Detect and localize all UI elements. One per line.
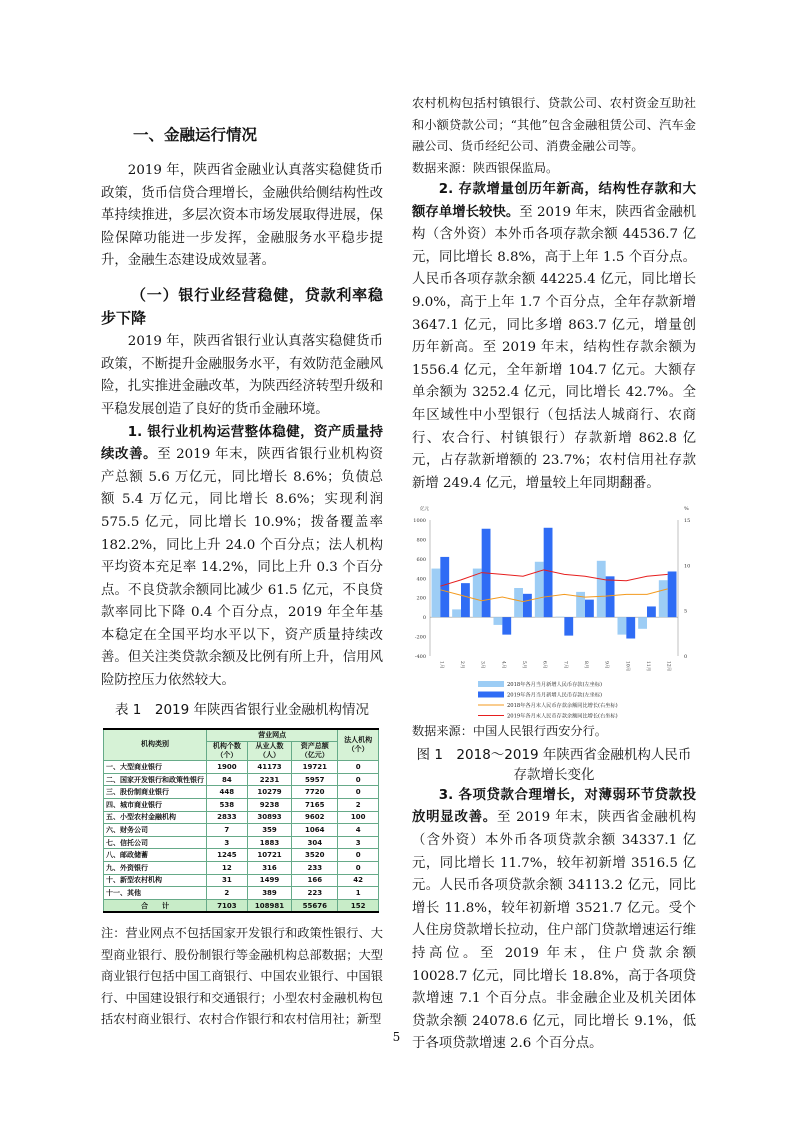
bar-2018 <box>597 561 606 617</box>
table-row <box>104 887 379 900</box>
bar-2019 <box>564 617 573 635</box>
point3-heading: 3. 各项贷款合理增长，对薄弱环节贷款投放明显改善。 <box>412 787 696 826</box>
cell-legal: 152 <box>338 899 379 912</box>
bar-2018 <box>659 581 668 618</box>
header-staff: 从业人数（人） <box>247 742 292 761</box>
bar-2019 <box>502 617 511 634</box>
x-tick-label: 8月 <box>583 661 588 669</box>
cell-assets: 3520 <box>292 849 338 862</box>
bar-2019 <box>523 594 532 617</box>
cell-category: 六、财务公司 <box>104 824 207 837</box>
cell-count: 7 <box>207 824 248 837</box>
right-tick-label: 5 <box>684 608 688 615</box>
legend-label: 2019年各月末人民币存款余额同比增长(右坐标) <box>507 713 618 720</box>
cell-staff: 316 <box>247 862 292 875</box>
cell-category: 十、新型农村机构 <box>104 874 207 887</box>
table-note: 注：营业网点不包括国家开发银行和政策性银行、大型商业银行、股份制银行等金融机构总部数据；大型商业银行包括中国工商银行、中国农业银行、中国银行、中国建设银行和交通银行；小型农村金融机构包括农村商业银行、农村合作银行和农村信用社；新型 <box>101 926 383 1027</box>
cell-legal: 0 <box>338 849 379 862</box>
right-unit-label: % <box>684 506 689 513</box>
cell-assets: 5957 <box>292 773 338 786</box>
subsection-paragraph: 2019 年，陕西省银行业认真落实稳健货币政策，不断提升金融服务水平，有效防范金融风险，扎实推进金融改革，为陕西经济转型升级和平稳发展创造了良好的货币金融环境。 <box>101 334 383 417</box>
table-row <box>104 862 379 875</box>
cell-count: 1900 <box>207 761 248 774</box>
cell-category: 三、股份制商业银行 <box>104 786 207 799</box>
point1-heading: 1. 银行业机构运营整体稳健，资产质量持续改善。 <box>101 424 383 463</box>
intro-paragraph: 2019 年，陕西省金融业认真落实稳健货币政策，货币信贷合理增长，金融供给侧结构性改革持续推进，多层次资本市场发展取得进展，保险保障功能进一步发挥，金融服务水平稳步提升，金融生态建设成效显著。 <box>101 163 383 269</box>
legend-swatch <box>478 681 504 687</box>
left-tick-label: 800 <box>416 537 426 544</box>
x-tick-label: 1月 <box>438 661 444 669</box>
cell-legal: 0 <box>338 761 379 774</box>
x-tick-label: 12月 <box>665 661 671 672</box>
cell-staff: 389 <box>247 887 292 900</box>
cell-staff: 41173 <box>247 761 292 774</box>
table-total-row <box>104 899 379 912</box>
table-source: 数据来源：陕西银保监局。 <box>412 160 559 175</box>
bar-2018 <box>432 569 441 618</box>
header-assets: 资产总额（亿元） <box>292 742 338 761</box>
left-tick-label: 0 <box>422 615 426 622</box>
table-row <box>104 849 379 862</box>
bar-2018 <box>452 610 461 618</box>
cell-legal: 0 <box>338 862 379 875</box>
bar-2018 <box>618 617 627 634</box>
x-tick-label: 6月 <box>541 661 547 669</box>
subsection-title: （一）银行业经营稳健，贷款利率稳步下降 <box>101 285 383 327</box>
cell-count: 1245 <box>207 849 248 862</box>
cell-legal: 100 <box>338 811 379 824</box>
bar-2019 <box>668 572 677 618</box>
x-tick-label: 3月 <box>479 661 485 669</box>
x-tick-label: 4月 <box>500 661 506 669</box>
x-tick-label: 11月 <box>645 661 650 672</box>
chart-source: 数据来源：中国人民银行西安分行。 <box>412 724 607 739</box>
x-tick-label: 7月 <box>562 661 568 669</box>
point3-body: 至 2019 年末，陕西省金融机构（含外资）本外币各项贷款余额 34337.1 亿元，同比增长 11.7%，较年初新增 3516.5 亿元。人民币各项贷款余额 34113.2 亿元，同比增长 11.8%，较年初新增 3521.7 亿元。受个人住房贷款增长拉动，住户部门贷款增速运行维持高位。至 2019 年末，住户贷款余额 10028.7 亿元，同比增长 18.8%，高于各项贷款增速 7.1 个百分点。非金融企业及机关团体贷款余额 24078.6 亿元，同比增长 9.1%，低于各项贷款增速 2.6 个百分点。 <box>412 810 697 1052</box>
figure-caption: 图 1 2018～2019 年陕西省金融机构人民币存款增长变化 <box>416 746 692 783</box>
left-unit-label: 亿元 <box>420 507 429 513</box>
cell-count: 12 <box>207 862 248 875</box>
header-legal: 法人机构（个） <box>338 729 379 761</box>
bank-institutions-table <box>103 728 379 914</box>
cell-category: 十一、其他 <box>104 887 207 900</box>
table-row <box>104 786 379 799</box>
cell-assets: 9602 <box>292 811 338 824</box>
cell-category: 五、小型农村金融机构 <box>104 811 207 824</box>
point2-heading: 2. 存款增量创历年新高，结构性存款和大额存单增长较快。 <box>412 182 696 220</box>
cell-category: 八、邮政储蓄 <box>104 849 207 862</box>
bar-2019 <box>544 528 553 617</box>
right-tick-label: 10 <box>684 563 691 570</box>
bar-2018 <box>638 617 647 629</box>
cell-legal: 0 <box>338 786 379 799</box>
cell-assets: 233 <box>292 862 338 875</box>
point1-body: 至 2019 年末，陕西省银行业机构资产总额 5.6 万亿元，同比增长 8.6%；负债总额 5.4 万亿元，同比增长 8.6%；实现利润 575.5 亿元，同比增长 10.9%；拨备覆盖率 182.2%，同比上升 24.0 个百分点；法人机构平均资本充足率 14.2%，同比上升 0.3 个百分点。不良贷款余额同比减少 61.5 亿元，不良贷款率同比下降 0.4 个百分点，2019 年全年基本稳定在全国平均水平以下，资产质量持续改善。但关注类贷款余额及比例有所上升，信用风险防控压力依然较大。 <box>101 447 384 689</box>
left-tick-label: 200 <box>416 596 426 603</box>
cell-assets: 166 <box>292 874 338 887</box>
left-tick-label: 1000 <box>413 518 426 525</box>
header-category: 机构类别 <box>104 729 207 761</box>
point2-body: 至 2019 年末，陕西省金融机构（含外资）本外币各项存款余额 44536.7 亿元，同比增长 8.8%，高于上年 1.5 个百分点。人民币各项存款余额 44225.4 亿元，同比增长 9.0%，高于上年 1.7 个百分点，全年存款新增 3647.1 亿元，同比多增 863.7 亿元，增量创历年新高。至 2019 年末，结构性存款余额为 1556.4 亿元，全年新增 104.7 亿元。大额存单余额为 3252.4 亿元，同比增长 42.7%。全年区域性中小型银行（包括法人城商行、农商行、农合行、村镇银行）存款新增 862.8 亿元，占存款新增额的 23.7%；农村信用社存款新增 249.4 亿元，增量较上年同期翻番。 <box>412 204 697 491</box>
x-tick-label: 5月 <box>521 661 526 669</box>
table-row <box>104 836 379 849</box>
cell-count: 3 <box>207 836 248 849</box>
cell-count: 31 <box>207 874 248 887</box>
cell-legal: 3 <box>338 836 379 849</box>
bar-2018 <box>514 588 523 617</box>
table-row <box>104 811 379 824</box>
right-tick-label: 0 <box>684 654 688 661</box>
cell-category: 二、国家开发银行和政策性银行 <box>104 773 207 786</box>
bar-2019 <box>461 583 470 617</box>
cell-legal: 42 <box>338 874 379 887</box>
bar-2019 <box>626 617 635 638</box>
table-caption: 表 1 2019 年陕西省银行业金融机构情况 <box>114 701 370 718</box>
cell-staff: 30893 <box>247 811 292 824</box>
cell-legal: 2 <box>338 799 379 812</box>
table-row <box>104 773 379 786</box>
point2-paragraph <box>412 179 696 495</box>
bar-2018 <box>473 569 482 618</box>
legend-swatch <box>478 692 504 698</box>
cell-assets: 55676 <box>292 899 338 912</box>
bar-2019 <box>440 557 449 617</box>
legend-label: 2018年各月当月新增人民币存款(左坐标) <box>507 682 603 689</box>
header-outlets: 营业网点 <box>207 729 338 742</box>
cell-category: 七、信托公司 <box>104 836 207 849</box>
header-count: 机构个数（个） <box>207 742 248 761</box>
cell-assets: 1064 <box>292 824 338 837</box>
cell-category: 四、城市商业银行 <box>104 799 207 812</box>
bar-2019 <box>647 607 656 618</box>
cell-legal: 4 <box>338 824 379 837</box>
bar-2018 <box>494 617 503 625</box>
cell-staff: 359 <box>247 824 292 837</box>
cell-staff: 2231 <box>247 773 292 786</box>
legend-label: 2018年各月末人民币存款余额同比增长(右坐标) <box>507 703 618 710</box>
cell-staff: 10279 <box>247 786 292 799</box>
bar-2019 <box>606 577 615 618</box>
cell-count: 448 <box>207 786 248 799</box>
cell-staff: 10721 <box>247 849 292 862</box>
cell-legal: 1 <box>338 887 379 900</box>
cell-category: 一、大型商业银行 <box>104 761 207 774</box>
table-row <box>104 799 379 812</box>
left-column <box>101 124 383 1031</box>
right-column <box>412 93 696 1056</box>
cell-count: 84 <box>207 773 248 786</box>
cell-assets: 7720 <box>292 786 338 799</box>
point1-paragraph <box>101 422 383 693</box>
cell-assets: 304 <box>292 836 338 849</box>
cell-count: 7103 <box>207 899 248 912</box>
cell-staff: 1883 <box>247 836 292 849</box>
table-row <box>104 761 379 774</box>
cell-staff: 9238 <box>247 799 292 812</box>
left-tick-label: 600 <box>416 557 426 564</box>
point3-paragraph <box>412 785 696 1056</box>
cell-staff: 108981 <box>247 899 292 912</box>
bar-2019 <box>585 600 594 617</box>
table-row <box>104 824 379 837</box>
cell-staff: 1499 <box>247 874 292 887</box>
cell-category: 九、外资银行 <box>104 862 207 875</box>
table-row <box>104 874 379 887</box>
x-tick-label: 10月 <box>624 661 630 672</box>
cell-legal: 0 <box>338 773 379 786</box>
page-number: 5 <box>392 1030 401 1044</box>
cell-assets: 223 <box>292 887 338 900</box>
cell-count: 538 <box>207 799 248 812</box>
legend-label: 2019年各月当月新增人民币存款(左坐标) <box>507 692 603 699</box>
table-note-continued: 农村机构包括村镇银行、贷款公司、农村资金互助社和小额贷款公司；“其他”包含金融租赁公司、汽车金融公司、货币经纪公司、消费金融公司等。 <box>412 96 696 153</box>
x-tick-label: 2月 <box>459 661 464 669</box>
left-tick-label: 400 <box>416 576 426 583</box>
cell-category: 合 计 <box>104 899 207 912</box>
cell-count: 2 <box>207 887 248 900</box>
cell-count: 2833 <box>207 811 248 824</box>
left-tick-label: -400 <box>414 654 426 661</box>
section-title: 一、金融运行情况 <box>133 126 258 144</box>
left-tick-label: -200 <box>414 634 426 641</box>
deposit-growth-chart <box>408 499 693 721</box>
cell-assets: 19721 <box>292 761 338 774</box>
right-tick-label: 15 <box>684 518 691 525</box>
x-tick-label: 9月 <box>603 661 609 669</box>
cell-assets: 7165 <box>292 799 338 812</box>
